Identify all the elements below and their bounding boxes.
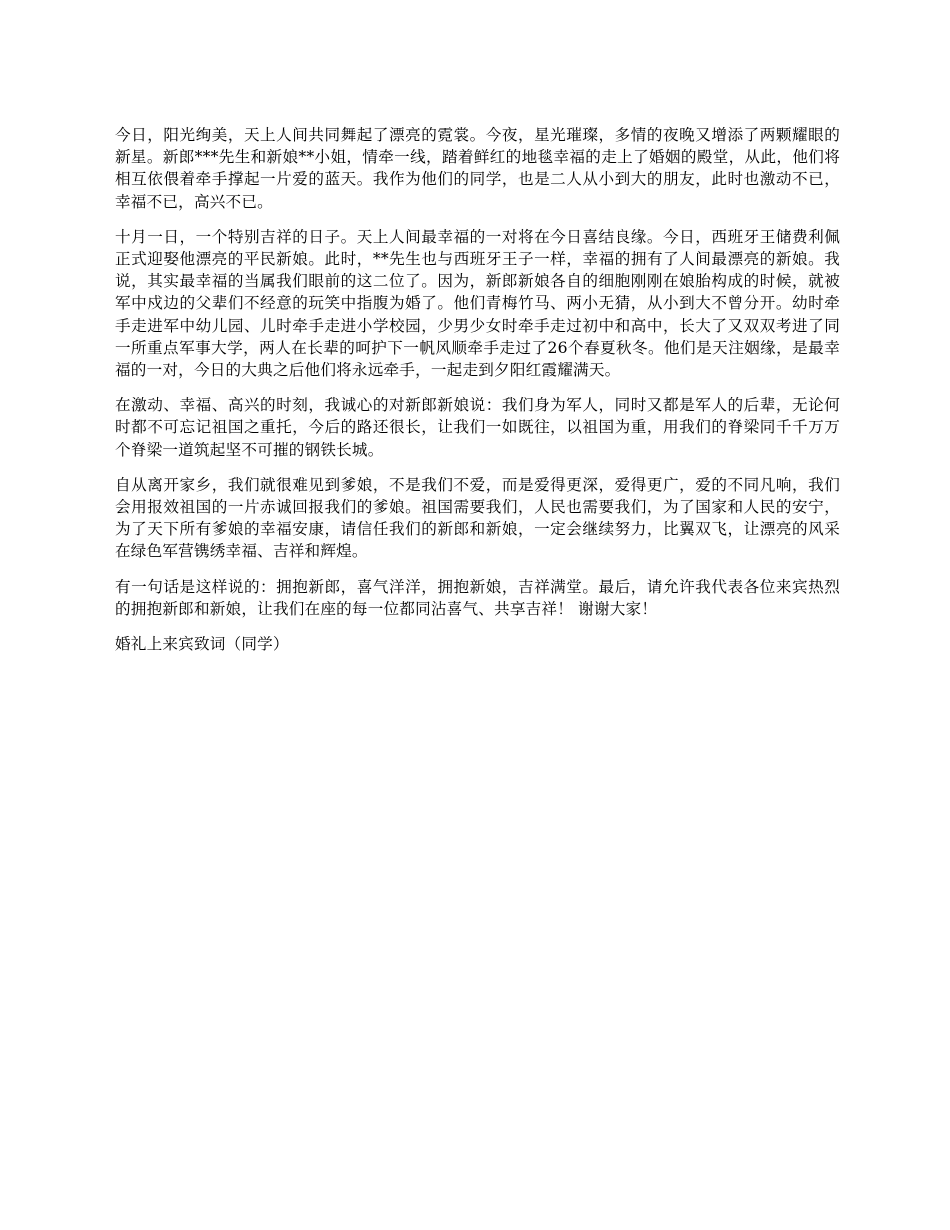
- paragraph-story: 十月一日，一个特别吉祥的日子。天上人间最幸福的一对将在今日喜结良缘。今日，西班牙王储费利佩正式迎娶他漂亮的平民新娘。此时，**先生也与西班牙王子一样，幸福的拥有了人间最漂亮的新娘。我说，其实最幸福的当属我们眼前的这二位了。因为，新郎新娘各自的细胞刚刚在娘胎构成的时候，就被军中戍边的父辈们不经意的玩笑中指腹为婚了。他们青梅竹马、两小无猜，从小到大不曾分开。幼时牵手走进军中幼儿园、儿时牵手走进小学校园，少男少女时牵手走过初中和高中，长大了又双双考进了同一所重点军事大学，两人在长辈的呵护下一帆风顺牵手走过了26个春夏秋冬。他们是天注姻缘，是最幸福的一对，今日的大典之后他们将永远牵手，一起走到夕阳红霞耀满天。: [115, 227, 840, 380]
- paragraph-closing: 有一句话是这样说的：拥抱新郎，喜气洋洋，拥抱新娘，吉祥满堂。最后，请允许我代表各位来宾热烈的拥抱新郎和新娘，让我们在座的每一位都同沾喜气、共享吉祥！ 谢谢大家！: [115, 577, 840, 618]
- document-title-footer: 婚礼上来宾致词（同学）: [115, 635, 289, 654]
- paragraph-wishes: 在激动、幸福、高兴的时刻，我诚心的对新郎新娘说：我们身为军人，同时又都是军人的后辈，无论何时都不可忘记祖国之重托，今后的路还很长，让我们一如既往，以祖国为重，用我们的脊梁同千千万万个脊梁一道筑起坚不可摧的钢铁长城。: [115, 396, 840, 459]
- paragraph-parents: 自从离开家乡，我们就很难见到爹娘，不是我们不爱，而是爱得更深，爱得更广，爱的不同凡响，我们会用报效祖国的一片赤诚回报我们的爹娘。祖国需要我们，人民也需要我们，为了国家和人民的安宁，为了天下所有爹娘的幸福安康，请信任我们的新郎和新娘，一定会继续努力，比翼双飞，让漂亮的风采在绿色军营镌绣幸福、吉祥和辉煌。: [115, 475, 840, 561]
- document-body: [115, 124, 840, 655]
- paragraph-opening: 今日，阳光绚美，天上人间共同舞起了漂亮的霓裳。今夜，星光璀璨，多情的夜晚又增添了两颗耀眼的新星。新郎***先生和新娘**小姐，情牵一线，踏着鲜红的地毯幸福的走上了婚姻的殿堂，从此，他们将相互依偎着牵手撑起一片爱的蓝天。我作为他们的同学，也是二人从小到大的朋友，此时也激动不已，幸福不已，高兴不已。: [115, 126, 840, 211]
